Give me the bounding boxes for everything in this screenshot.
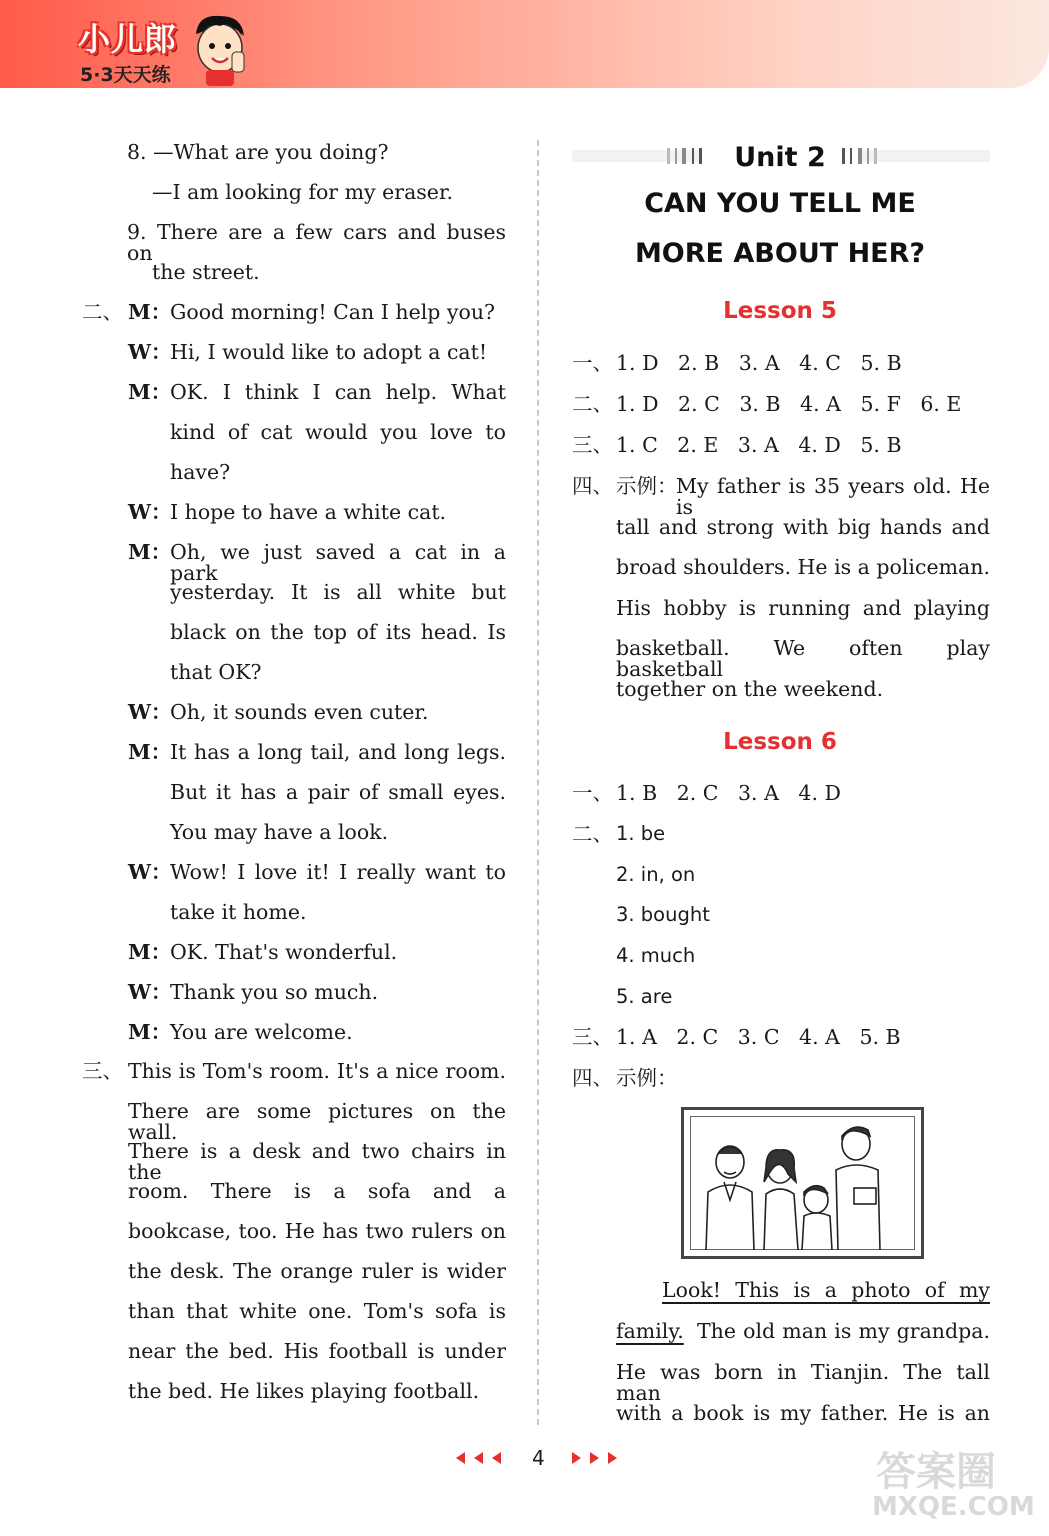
lesson-6-section-2-marker: 二、 <box>572 822 613 846</box>
dialogue-line: take it home. <box>170 900 307 924</box>
section-3-marker: 三、 <box>82 1059 123 1083</box>
essay-line-1: Look! This is a photo of my <box>662 1278 990 1302</box>
dialogue-line: You may have a look. <box>170 820 389 844</box>
dialogue-line: OK. That's wonderful. <box>170 940 398 964</box>
essay-underlined-word: family. <box>616 1319 684 1343</box>
example-line: broad shoulders. He is a policeman. <box>616 555 990 579</box>
essay-line-3: He was born in Tianjin. The tall man <box>616 1360 990 1405</box>
unit-title-line2: MORE ABOUT HER? <box>634 238 926 269</box>
column-divider <box>537 140 539 1425</box>
speaker-label: M： <box>128 1020 172 1044</box>
fill-answer: 3. bought <box>616 903 710 927</box>
lesson-6-section-1-answers: 1. B 2. C 3. A 4. D <box>616 781 841 805</box>
example-line: together on the weekend. <box>616 676 884 701</box>
essay-line-4: with a book is my father. He is an <box>616 1401 990 1425</box>
passage-line: the bed. He likes playing football. <box>128 1379 480 1403</box>
passage-line: This is Tom's room. It's a nice room. <box>128 1059 506 1083</box>
next-arrow-icon <box>590 1452 599 1464</box>
fill-answer: 4. much <box>616 944 696 968</box>
family-drawing-icon <box>684 1110 921 1256</box>
fill-answer: 1. be <box>616 822 666 845</box>
passage-line: There are some pictures on the wall. <box>128 1099 506 1144</box>
lesson-6-heading: Lesson 6 <box>723 729 837 755</box>
prev-arrow-icon <box>474 1452 483 1464</box>
lesson-5-section-4-marker: 四、 <box>572 474 613 498</box>
fill-answer: 2. in, on <box>616 862 696 886</box>
example-line: basketball. We often play basketball <box>616 636 990 681</box>
dialogue-line: Oh, we just saved a cat in a park <box>170 540 506 585</box>
dialogue-line: Thank you so much. <box>170 980 379 1004</box>
speaker-label: M： <box>128 940 172 964</box>
dialogue-line: have? <box>170 460 231 484</box>
section-2-marker: 二、 <box>82 300 123 324</box>
unit-heading: Unit 2 <box>734 142 826 173</box>
dialogue-line: Good morning! Can I help you? <box>170 300 496 324</box>
speaker-label: W： <box>128 500 172 524</box>
lesson-6-section-3-marker: 三、 <box>572 1025 613 1049</box>
dialogue-line: that OK? <box>170 660 262 684</box>
passage-line: than that white one. Tom's sofa is <box>128 1299 506 1323</box>
answer-row: 1. C 2. E 3. A 4. D 5. B <box>616 433 902 457</box>
watermark-url: MXQE.COM <box>872 1492 1035 1522</box>
lesson-5-example-label: 示例： <box>616 474 678 498</box>
dialogue-line: It has a long tail, and long legs. <box>170 740 506 764</box>
example-line: His hobby is running and playing <box>616 595 990 620</box>
section-marker: 一、 <box>572 351 613 375</box>
lesson-5-heading: Lesson 5 <box>723 298 837 324</box>
example-line: tall and strong with big hands and <box>616 514 990 539</box>
speaker-label: W： <box>128 860 172 884</box>
answer-8-reply: —I am looking for my eraser. <box>152 180 454 204</box>
answer-8-question: 8. —What are you doing? <box>127 140 389 164</box>
dialogue-line: OK. I think I can help. What <box>170 380 506 404</box>
mascot-boy-icon <box>188 12 250 86</box>
family-photo <box>681 1107 924 1259</box>
essay-line-2: The old man is my grandpa. <box>697 1319 990 1343</box>
fill-answer: 5. are <box>616 984 673 1008</box>
speaker-label: M： <box>128 300 172 324</box>
speaker-label: M： <box>128 740 172 764</box>
watermark-logo: 答案圈 <box>876 1449 996 1495</box>
watermark <box>868 1440 1038 1530</box>
page-number: 4 <box>532 1446 545 1470</box>
section-marker: 二、 <box>572 392 613 416</box>
passage-line: bookcase, too. He has two rulers on <box>128 1219 506 1243</box>
prev-arrow-icon <box>492 1452 501 1464</box>
lesson-6-section-3-answers: 1. A 2. C 3. C 4. A 5. B <box>616 1025 901 1049</box>
lesson-6-section-1-marker: 一、 <box>572 781 613 805</box>
dialogue-line: Oh, it sounds even cuter. <box>170 700 429 724</box>
dialogue-line: Wow! I love it! I really want to <box>170 860 506 884</box>
dialogue-line: You are welcome. <box>170 1020 353 1044</box>
answer-9-line2: the street. <box>152 260 260 284</box>
passage-line: There is a desk and two chairs in the <box>128 1139 506 1184</box>
unit-title-line1: CAN YOU TELL ME <box>644 188 916 219</box>
lesson-6-example-label: 示例： <box>616 1066 678 1090</box>
passage-line: the desk. The orange ruler is wider <box>128 1259 506 1283</box>
answer-9-line1: 9. There are a few cars and buses on <box>127 220 506 265</box>
dialogue-line: kind of cat would you love to <box>170 420 506 444</box>
speaker-label: M： <box>128 540 172 564</box>
answer-row: 1. D 2. C 3. B 4. A 5. F 6. E <box>616 392 962 416</box>
next-arrow-icon <box>608 1452 617 1464</box>
speaker-label: W： <box>128 980 172 1004</box>
passage-line: room. There is a sofa and a <box>128 1179 506 1203</box>
prev-arrow-icon <box>456 1452 465 1464</box>
speaker-label: W： <box>128 700 172 724</box>
passage-line: near the bed. His football is under <box>128 1339 506 1363</box>
lesson-6-section-4-marker: 四、 <box>572 1066 613 1090</box>
next-arrow-icon <box>572 1452 581 1464</box>
dialogue-line: But it has a pair of small eyes. <box>170 780 506 804</box>
dialogue-line: yesterday. It is all white but <box>170 580 506 604</box>
speaker-label: M： <box>128 380 172 404</box>
dialogue-line: black on the top of its head. Is <box>170 620 506 644</box>
answer-row: 1. D 2. B 3. A 4. C 5. B <box>616 351 902 375</box>
example-line: My father is 35 years old. He is <box>676 474 990 519</box>
dialogue-line: Hi, I would like to adopt a cat! <box>170 340 488 364</box>
logo <box>70 8 260 84</box>
dialogue-line: I hope to have a white cat. <box>170 500 447 524</box>
logo-subtitle: 5·3天天练 <box>80 64 171 86</box>
section-marker: 三、 <box>572 433 613 457</box>
logo-title: 小儿郎 <box>78 20 178 58</box>
speaker-label: W： <box>128 340 172 364</box>
